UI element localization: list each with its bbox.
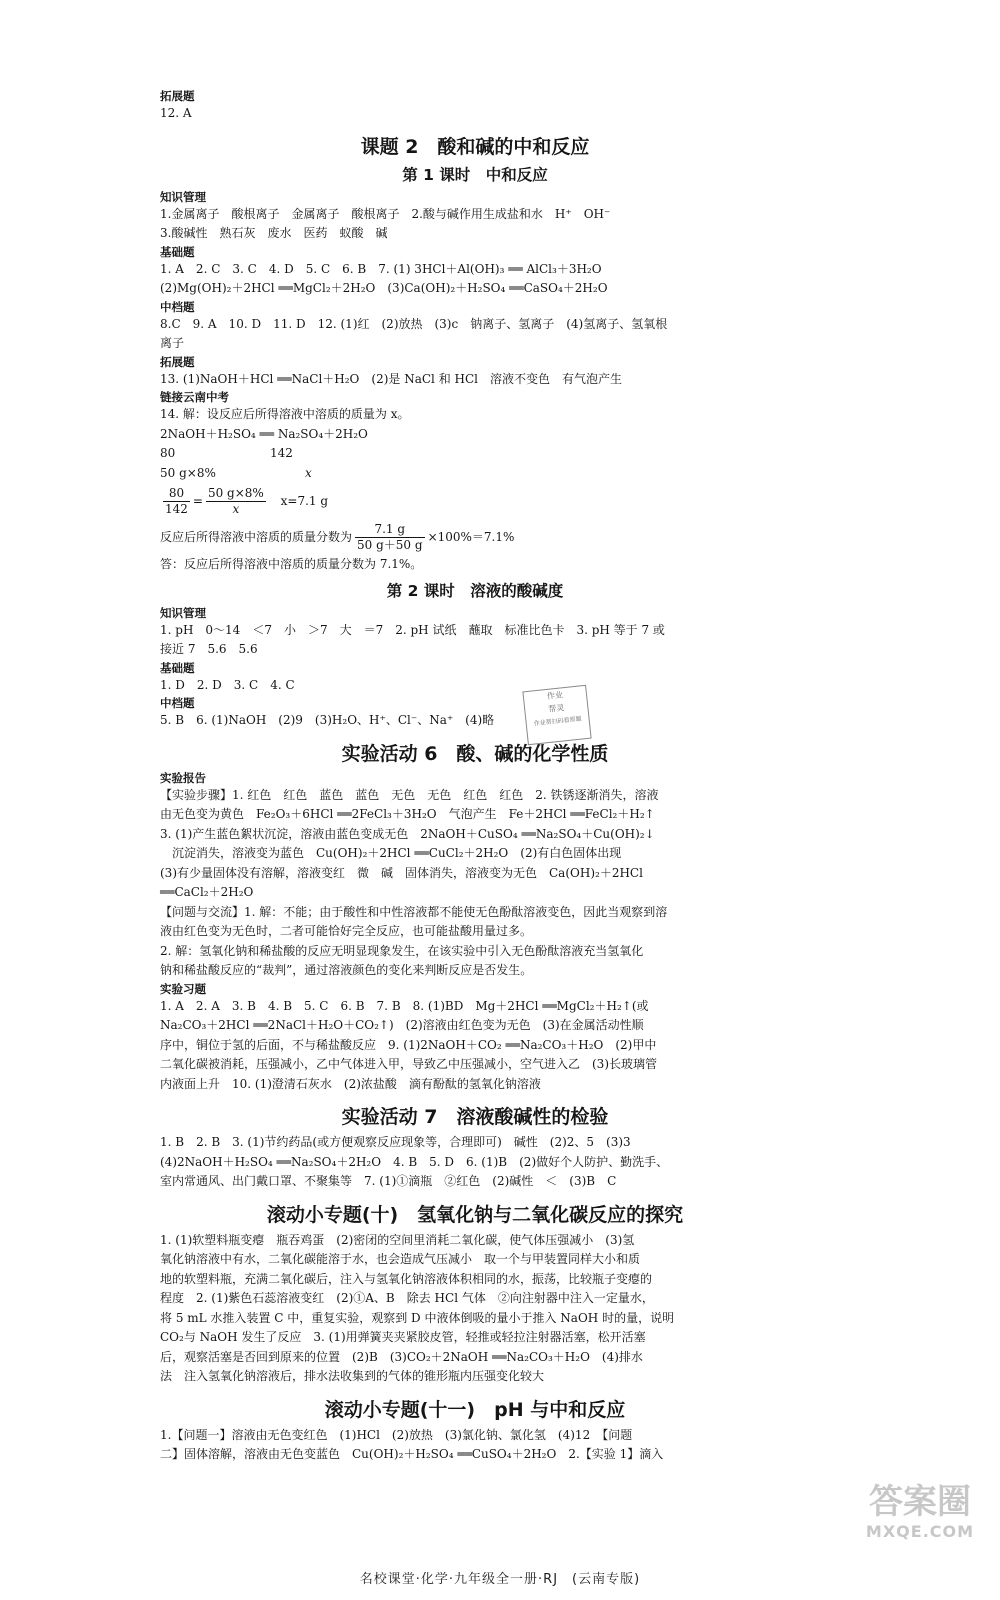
calc-m2: 142 (270, 446, 293, 460)
answer-line: 后，观察活塞是否回到原来的位置 (2)B (3)CO₂＋2NaOH ══Na₂CO₃＋H₂O (4)排水 (160, 1349, 643, 1364)
section-label-mid: 中档题 (160, 696, 195, 710)
section-label-basic: 基础题 (160, 660, 195, 675)
answer-line: 1. D 2. D 3. C 4. C (160, 677, 295, 692)
answer-line: ══CaCl₂＋2H₂O (160, 885, 254, 899)
answer-line: 程度 2. (1)紫色石蕊溶液变红 (2)①A、B 除去 HCl 气体 ②向注射器中注入一定量水， (160, 1291, 654, 1305)
answer-line: 13. (1)NaOH＋HCl ══NaCl＋H₂O (2)是 NaCl 和 HCl 溶液不变色 有气泡产生 (160, 371, 622, 386)
answer-line: 1. A 2. A 3. B 4. B 5. C 6. B 7. B 8. (1)BD Mg＋2HCl ══MgCl₂＋H₂↑(或 (160, 998, 649, 1013)
answer-line: 3.酸碱性 熟石灰 废水 医药 蚁酸 碱 (160, 226, 388, 240)
answer-line: 1. B 2. B 3. (1)节约药品(或方便观察反应现象等，合理即可) 碱性 (2)2、5 (3)3 (160, 1135, 631, 1149)
section-label-yunnan-exam: 链接云南中考 (160, 390, 229, 404)
section-label-extension: 拓展题 (160, 354, 195, 369)
section-label-basic: 基础题 (160, 244, 195, 259)
answer-line: 3. (1)产生蓝色絮状沉淀，溶液由蓝色变成无色 2NaOH＋CuSO₄ ══Na₂SO₄＋Cu(OH)₂↓ (160, 826, 655, 841)
section-label-knowledge: 知识管理 (160, 605, 206, 620)
watermark-logo: 答案圈 MXQE.COM (865, 1482, 975, 1541)
answer-line: 接近 7 5.6 5.6 (160, 642, 258, 656)
answer-line: 氧化钠溶液中有水，二氧化碳能溶于水，也会造成气压减小 取一个与甲装置同样大小和质 (160, 1252, 641, 1266)
section-label-extension: 拓展题 (160, 89, 195, 103)
answer-line: 序中，铜位于氢的后面，不与稀盐酸反应 9. (1)2NaOH＋CO₂ ══Na₂CO₃＋H₂O (2)甲中 (160, 1037, 657, 1052)
section-label-mid: 中档题 (160, 299, 195, 314)
answer-line: 钠和稀盐酸反应的“裁判”，通过溶液颜色的变化来判断反应是否发生。 (160, 963, 533, 977)
answer-line: 【实验步骤】1. 红色 红色 蓝色 蓝色 无色 无色 红色 红色 2. 铁锈逐渐消失，溶液 (160, 787, 659, 802)
answer-line: 沉淀消失，溶液变为蓝色 Cu(OH)₂＋2HCl ══CuCl₂＋2H₂O (2)有白色固体出现 (160, 846, 622, 860)
section-title-neutralization: 课题 2 酸和碱的中和反应 (360, 135, 590, 158)
calc-result: x=7.1 g (280, 494, 329, 508)
calc-equation: 2NaOH＋H₂SO₄ ══ Na₂SO₄＋2H₂O (160, 426, 368, 441)
calc-percent: 反应后所得溶液中溶质的质量分数为 $\frac{7.1 g}{50 g+50 g}$ ×100%＝7.1% (160, 522, 515, 552)
answer-line: 由无色变为黄色 Fe₂O₃＋6HCl ══2FeCl₃＋3H₂O 气泡产生 Fe＋2HCl ══FeCl₂＋H₂↑ (160, 807, 655, 821)
answer-line: CO₂与 NaOH 发生了反应 3. (1)用弹簧夹夹紧胶皮管，轻推或轻拉注射器活塞，松开活塞 (160, 1330, 646, 1344)
answer-line: 【问题与交流】1. 解：不能；由于酸性和中性溶液都不能使无色酚酞溶液变色，因此当观察到溶 (160, 904, 668, 919)
calc-quantity-row (160, 464, 790, 484)
answer-line: 离子 (160, 336, 185, 350)
calc-ratio (160, 483, 790, 519)
answer-line: 1. (1)软塑料瓶变瘪 瓶吞鸡蛋 (2)密闭的空间里消耗二氧化碳，使气体压强减小 (3)氢 (160, 1232, 635, 1247)
section-title-experiment-7: 实验活动 7 溶液酸碱性的检验 (341, 1106, 609, 1128)
answer-line: 二氧化碳被消耗，压强减小，乙中气体进入甲，导致乙中压强减小，空气进入乙 (3)长玻璃管 (160, 1057, 658, 1071)
answer-line: (4)2NaOH＋H₂SO₄ ══Na₂SO₄＋2H₂O 4. B 5. D 6. (1)B (2)做好个人防护、勤洗手、 (160, 1154, 669, 1169)
lesson-title-1: 第 1 课时 中和反应 (402, 165, 548, 184)
calc-q2: x (305, 465, 312, 480)
homework-stamp: 作业 帮灵 作业帮扫码看原题 (522, 685, 591, 745)
answer-line: (2)Mg(OH)₂＋2HCl ══MgCl₂＋2H₂O (3)Ca(OH)₂＋H₂SO₄ ══CaSO₄＋2H₂O (160, 281, 608, 295)
answer-line: 二】固体溶解，溶液由无色变蓝色 Cu(OH)₂＋H₂SO₄ ══CuSO₄＋2H₂O 2.【实验 1】滴入 (160, 1447, 664, 1461)
answer-page (160, 88, 790, 1465)
section-label-knowledge: 知识管理 (160, 189, 206, 204)
answer-line: 1.金属离子 酸根离子 金属离子 酸根离子 2.酸与碱作用生成盐和水 H⁺ OH⁻ (160, 206, 611, 221)
answer-line: 内液面上升 10. (1)澄清石灰水 (2)浓盐酸 滴有酚酞的氢氧化钠溶液 (160, 1076, 541, 1091)
answer-line: 1. A 2. C 3. C 4. D 5. C 6. B 7. (1) 3HCl＋Al(OH)₃ ══ AlCl₃＋3H₂O (160, 261, 602, 276)
answer-line: Na₂CO₃＋2HCl ══2NaCl＋H₂O＋CO₂↑) (2)溶液由红色变为无色 (3)在金属活动性顺 (160, 1018, 644, 1032)
section-title-experiment-6: 实验活动 6 酸、碱的化学性质 (341, 742, 609, 765)
section-title-topic-11: 滚动小专题(十一) pH 与中和反应 (324, 1398, 626, 1421)
answer-line: 8.C 9. A 10. D 11. D 12. (1)红 (2)放热 (3)c 钠离子、氢离子 (4)氢离子、氢氧根 (160, 316, 668, 331)
section-label-exercise: 实验习题 (160, 981, 206, 996)
answer-line: 2. 解：氢氧化钠和稀盐酸的反应无明显现象发生，在该实验中引入无色酚酞溶液充当氢氧化 (160, 943, 644, 958)
answer-line: 地的软塑料瓶，充满二氧化碳后，注入与氢氧化钠溶液体积相同的水，振荡，比较瓶子变瘪的 (160, 1271, 653, 1286)
section-label-report: 实验报告 (160, 770, 206, 785)
section-title-topic-10: 滚动小专题(十) 氢氧化钠与二氧化碳反应的探究 (266, 1203, 684, 1226)
answer-line: 法 注入氢氧化钠溶液后，排水法收集到的气体的锥形瓶内压强变化较大 (160, 1369, 545, 1383)
calc-m1: 80 (160, 446, 176, 460)
calc-equals: = (192, 494, 203, 508)
answer-line: 1. pH 0～14 ＜7 小 ＞7 大 ＝7 2. pH 试纸 蘸取 标准比色卡 3. pH 等于 7 或 (160, 622, 665, 637)
answer-line: (3)有少量固体没有溶解，溶液变红 微 碱 固体消失，溶液变为无色 Ca(OH)₂＋2HCl (160, 865, 643, 880)
answer-line: 5. B 6. (1)NaOH (2)9 (3)H₂O、H⁺、Cl⁻、Na⁺ (4)略 (160, 713, 495, 727)
calc-q1: 50 g×8% (160, 465, 216, 480)
calc-answer: 答：反应后所得溶液中溶质的质量分数为 7.1%。 (160, 557, 423, 571)
answer-line: 12. A (160, 106, 192, 120)
answer-line: 室内常通风、出门戴口罩、不聚集等 7. (1)①滴瓶 ②红色 (2)碱性 ＜ (3)B C (160, 1174, 617, 1188)
fraction: $\frac{7.1 g}{50 g+50 g}$ (357, 522, 423, 552)
calc-intro: 14. 解：设反应后所得溶液中溶质的质量为 x。 (160, 407, 410, 421)
fraction: $\frac{80}{142}$ (165, 486, 188, 516)
calc-mass-row (160, 444, 790, 464)
fraction: $\frac{50 g\times 8\%}{x}$ (207, 486, 264, 516)
answer-line: 液由红色变为无色时，二者可能恰好完全反应，也可能盐酸用量过多。 (160, 924, 533, 938)
answer-line: 1.【问题一】溶液由无色变红色 (1)HCl (2)放热 (3)氯化钠、氯化氢 (4)12 【问题 (160, 1427, 633, 1442)
answer-line: 将 5 mL 水推入装置 C 中，重复实验，观察到 D 中液体倒吸的量小于推入 NaOH 时的量，说明 (160, 1310, 675, 1325)
lesson-title-2: 第 2 课时 溶液的酸碱度 (386, 581, 564, 600)
page-footer: 名校课堂·化学·九年级全一册·RJ (云南专版) (359, 1572, 641, 1587)
